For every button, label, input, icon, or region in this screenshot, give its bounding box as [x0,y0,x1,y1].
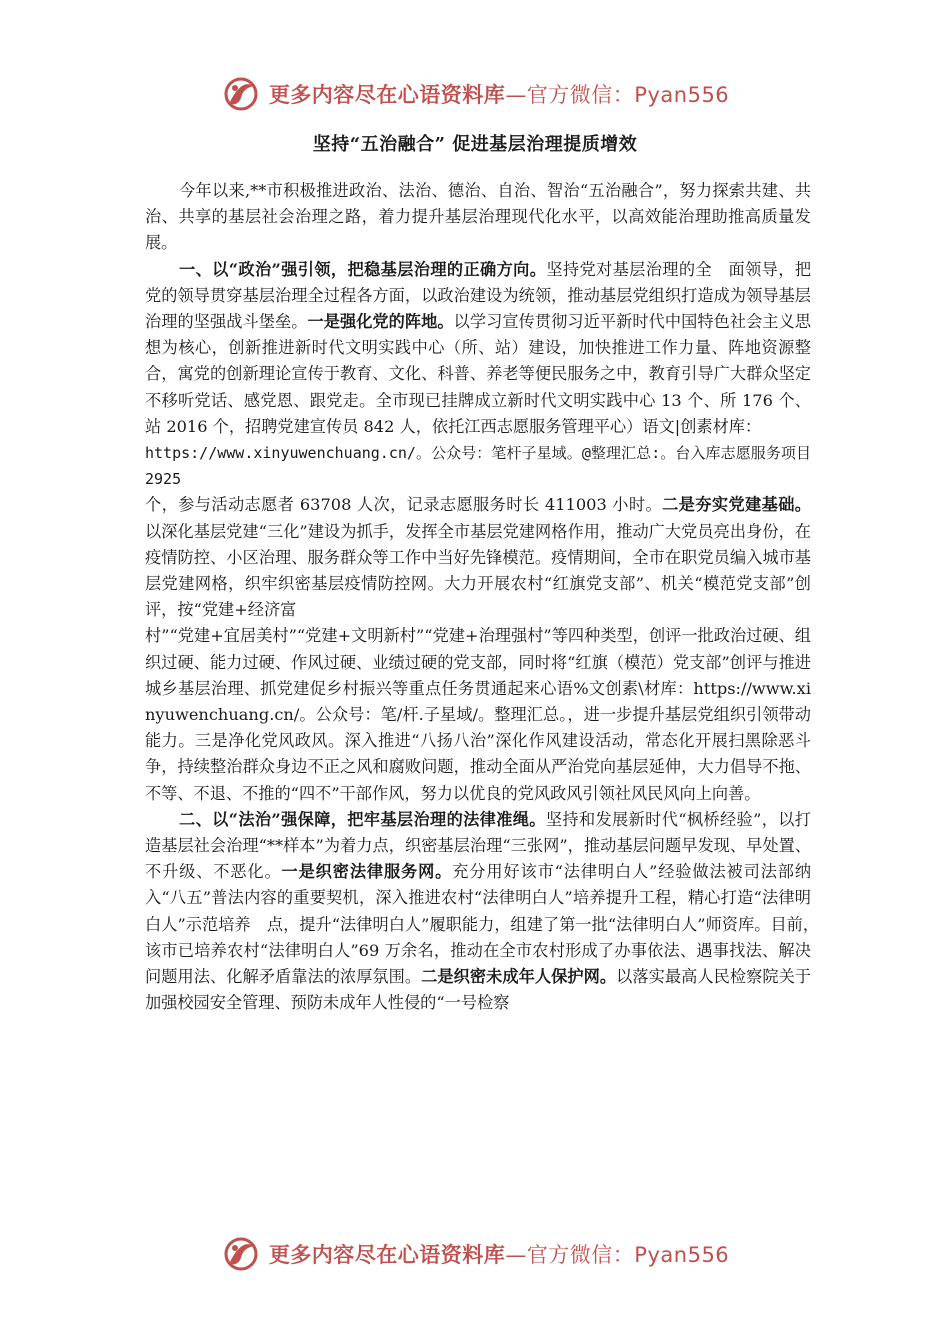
header-banner [0,70,950,118]
brand-logo-icon [221,1234,261,1274]
subheading-minor-protection: 二是织密未成年人保护网。 [421,967,617,987]
section-1-heading: 一、以“政治”强引领，把稳基层治理的正确方向。 [179,259,547,279]
section-1-continued-2: 村”“党建+宜居美村”“党建+文明新村”“党建+治理强村”等四种类型，创评一批政治过硬、组织过硬、能力过硬、作风过硬、业绩过硬的党支部，同时将“红旗（模范）党支部”创评与推进城乡基层治理、抓党建促乡村振兴等重点任务贯通起来心语%文创素\材库：https://www.xinyuwenchuang.cn/。公众号：笔/杆.子星域/。整理汇总。，进一步提升基层党组织引领带动能力。三是净化党风政风。深入推进“八扬八治”深化作风建设活动，常态化开展扫黑除恶斗争，持续整治群众身边不正之风和腐败问题，推动全面从严治党向基层延伸，大力倡导不拖、不等、不退、不推的“四不”干部作风，努力以优良的党风政风引领社风民风向上向善。 [145,626,811,803]
banner-text: 更多内容尽在心语资料库—官方微信：Pyan556 [268,83,730,107]
brand-logo-icon [221,74,261,114]
intro-paragraph: 今年以来,**市积极推进政治、法治、德治、自治、智治“五治融合”，努力探索共建、共治、共享的基层社会治理之路，着力提升基层治理现代化水平，以高效能治理助推高质量发展。 [145,181,811,253]
banner-text: 更多内容尽在心语资料库—官方微信：Pyan556 [268,1243,730,1267]
subheading-legal-service: 一是织密法律服务网。 [281,862,453,882]
footer-banner [0,1230,950,1278]
section-2-heading: 二、以“法治”强保障，把牢基层治理的法律准绳。 [179,809,546,829]
section-2-paragraph: 二、以“法治”强保障，把牢基层治理的法律准绳。坚持和发展新时代“枫桥经验”，以打造基层社会治理“**样本”为着力点，织密基层治理“三张网”，推动基层问题早发现、早处置、不升级、不恶化。一是织密法律服务网。充分用好该市“法律明白人”经验做法被司法部纳入“八五”普法内容的重要契机，深入推进农村“法律明白人”培养提升工程，精心打造“法律明白人”示范培养 点，提升“法律明白人”履职能力，组建了第一批“法律明白人”师资库。目前， 该市已培养农村“法律明白人”69 万余名，推动在全市农村形成了办事依法、遇事找法、解决问题用法、化解矛盾靠法的浓厚氛围。二是织密未成年人保护网。以落实最高人民检察院关于加强校园安全管理、预防未成年人性侵的“一号检察 [145,809,828,1013]
document-body [145,178,828,1017]
url-line: https://www.xinyuwenchuang.cn/。公众号：笔杆子星域。@整理汇总:。台入库志愿服务项目 2925 [145,444,811,489]
section-1-paragraph: 一、以“政治”强引领，把稳基层治理的正确方向。坚持党对基层治理的全 面领导，把党的领导贯穿基层治理全过程各方面，以政治建设为统领，推动基层党组织打造成为领导基层治理的坚强战斗堡垒。一是强化党的阵地。以学习宣传贯彻习近平新时代中国特色社会主义思想为核心，创新推进新时代文明实践中心（所、站）建设，加快推进工作力量、阵地资源整合，寓党的创新理论宣传于教育、文化、科普、养老等便民服务之中，教育引导广大群众坚定不移听党话、感党恩、跟党走。全市现已挂牌成立新时代文明实践中心 13 个、所 176 个、站 2016 个，招聘党建宣传员 842 人，依托江西志愿服务管理平心）语文|创素材库： [145,259,812,436]
section-1-continued: 个，参与活动志愿者 63708 人次，记录志愿服务时长 411003 小时。二是夯实党建基础。以深化基层党建“三化”建设为抓手，发挥全市基层党建网格作用，推动广大党员亮出身份，在疫情防控、小区治理、服务群众等工作中当好先锋模范。疫情期间，全市在职党员编入城市基层党建网格，织牢织密基层疫情防控网。大力开展农村“红旗党支部”、机关“模范党支部”创评，按“党建+经济富 [145,495,811,620]
document-title: 坚持“五治融合” 促进基层治理提质增效 [312,134,638,155]
subheading-party-foundation: 二是夯实党建基础。 [662,495,811,515]
subheading-party-position: 一是强化党的阵地。 [307,312,454,332]
